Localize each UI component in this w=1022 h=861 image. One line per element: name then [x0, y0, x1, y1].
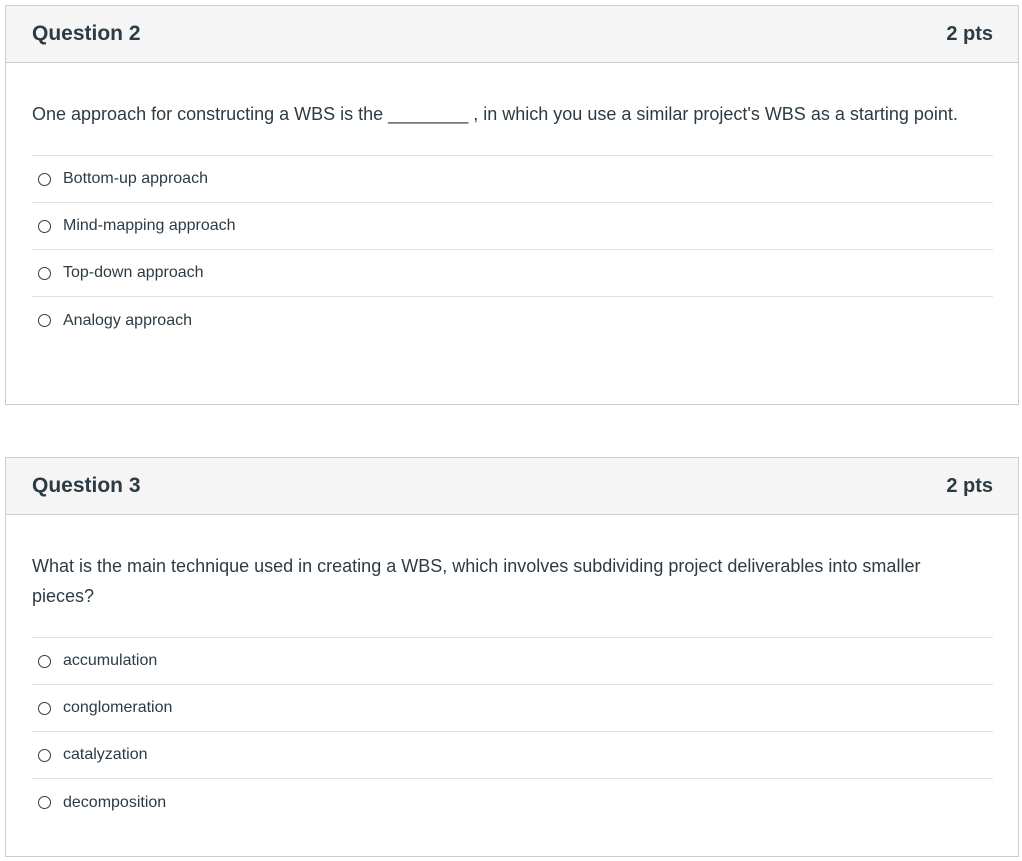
- question-text: One approach for constructing a WBS is the ________ , in which you use a similar project's WBS as a starting point.: [32, 104, 958, 124]
- answer-option[interactable]: [32, 779, 993, 826]
- answer-list: [32, 637, 993, 826]
- radio-button[interactable]: [38, 749, 51, 762]
- question-title: Question 2: [32, 22, 141, 45]
- answer-option[interactable]: [32, 250, 993, 297]
- answer-option[interactable]: [32, 156, 993, 203]
- question-points: 2 pts: [946, 474, 993, 497]
- radio-button[interactable]: [38, 702, 51, 715]
- question-header: [6, 6, 1018, 63]
- answer-option[interactable]: [32, 732, 993, 779]
- answer-label: catalyzation: [63, 746, 148, 763]
- question-body: [6, 63, 1018, 344]
- answer-option[interactable]: [32, 638, 993, 685]
- answer-label: Mind-mapping approach: [63, 217, 236, 234]
- radio-button[interactable]: [38, 796, 51, 809]
- question-card-3: [5, 457, 1019, 857]
- question-card-2: [5, 5, 1019, 405]
- radio-button[interactable]: [38, 314, 51, 327]
- radio-button[interactable]: [38, 267, 51, 280]
- radio-button[interactable]: [38, 655, 51, 668]
- answer-label: Analogy approach: [63, 311, 192, 329]
- question-points: 2 pts: [946, 22, 993, 45]
- question-header: [6, 458, 1018, 515]
- answer-label: accumulation: [63, 652, 158, 669]
- answer-label: Bottom-up approach: [63, 170, 208, 187]
- question-text: What is the main technique used in creating a WBS, which involves subdividing project deliverables into smaller pieces?: [32, 556, 921, 606]
- answer-label: Top-down approach: [63, 264, 204, 281]
- radio-button[interactable]: [38, 220, 51, 233]
- answer-label: conglomeration: [63, 699, 173, 716]
- answer-option[interactable]: [32, 685, 993, 732]
- answer-label: decomposition: [63, 793, 167, 811]
- radio-button[interactable]: [38, 173, 51, 186]
- question-title: Question 3: [32, 474, 141, 497]
- answer-list: [32, 155, 993, 344]
- answer-option[interactable]: [32, 297, 993, 344]
- answer-option[interactable]: [32, 203, 993, 250]
- question-body: [6, 515, 1018, 826]
